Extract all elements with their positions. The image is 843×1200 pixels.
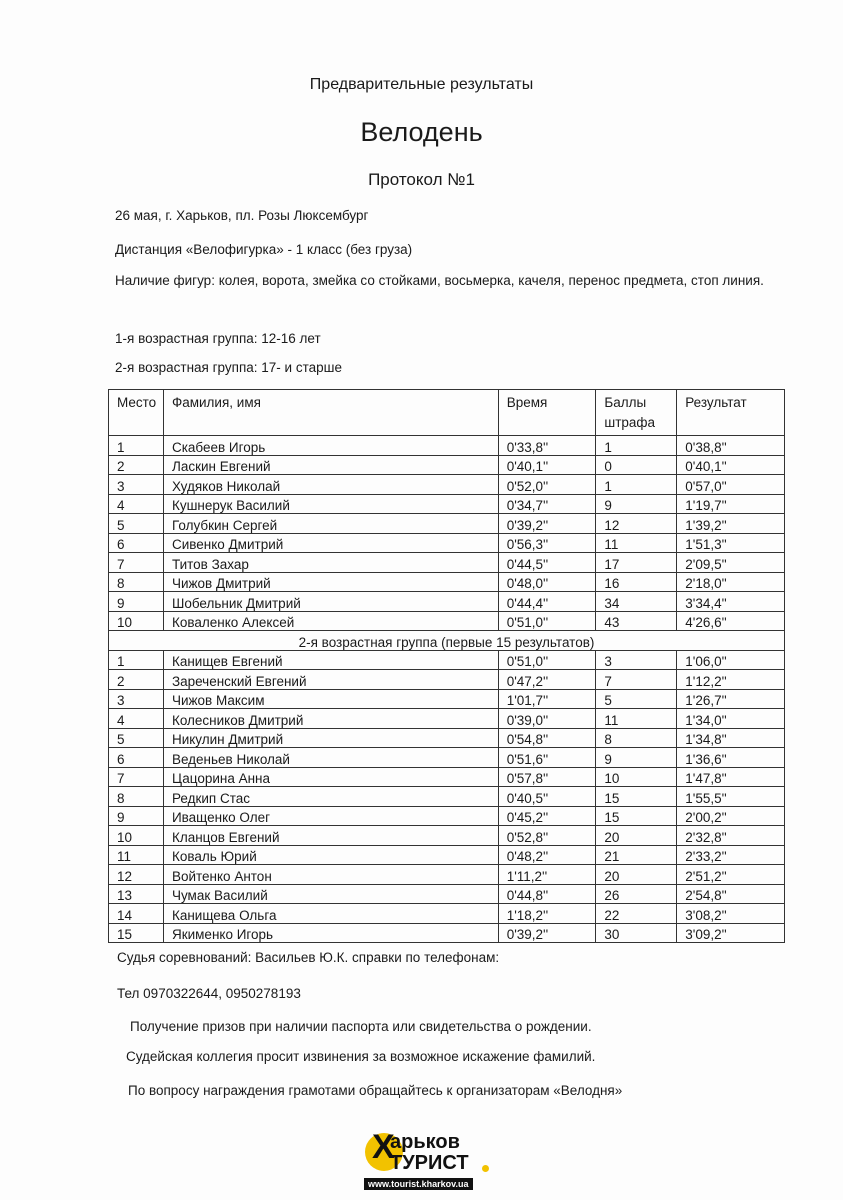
time-cell: 0'45,2''	[498, 806, 596, 826]
penalty-cell: 15	[596, 806, 677, 826]
table-row	[109, 728, 785, 748]
time-cell: 0'51,0''	[498, 611, 596, 631]
age-group-2: 2-я возрастная группа: 17- и старше	[115, 360, 342, 375]
name-cell: Ласкин Евгений	[163, 455, 498, 475]
time-cell: 0'39,0''	[498, 709, 596, 729]
table-row	[109, 689, 785, 709]
name-cell: Редкип Стас	[163, 787, 498, 807]
penalty-cell: 1	[596, 436, 677, 456]
name-cell: Веденьев Николай	[163, 748, 498, 768]
table-row	[109, 767, 785, 787]
certificate-note: По вопросу награждения грамотами обращайтесь к организаторам «Велодня»	[128, 1083, 623, 1098]
prize-note: Получение призов при наличии паспорта или свидетельства о рождении.	[130, 1019, 592, 1034]
table-row	[109, 709, 785, 729]
table-row	[109, 845, 785, 865]
time-cell: 0'56,3''	[498, 533, 596, 553]
column-header-place: Место	[109, 390, 164, 436]
results-table	[108, 389, 785, 943]
result-cell: 1'51,3''	[677, 533, 785, 553]
result-cell: 2'51,2''	[677, 865, 785, 885]
table-row	[109, 787, 785, 807]
place-cell: 5	[109, 728, 164, 748]
place-cell: 9	[109, 592, 164, 612]
column-header-name: Фамилия, имя	[163, 390, 498, 436]
penalty-cell: 1	[596, 475, 677, 495]
judge-info: Судья соревнований: Васильев Ю.К. справки по телефонам:	[117, 950, 500, 965]
place-cell: 14	[109, 904, 164, 924]
penalty-cell: 12	[596, 514, 677, 534]
table-row	[109, 826, 785, 846]
table-row	[109, 650, 785, 670]
result-cell: 1'34,0''	[677, 709, 785, 729]
time-cell: 0'33,8''	[498, 436, 596, 456]
group-2-header: 2-я возрастная группа (первые 15 результатов)	[109, 631, 785, 651]
time-cell: 0'47,2''	[498, 670, 596, 690]
penalty-cell: 17	[596, 553, 677, 573]
time-cell: 0'40,1''	[498, 455, 596, 475]
table-row	[109, 904, 785, 924]
place-cell: 2	[109, 455, 164, 475]
place-cell: 13	[109, 884, 164, 904]
name-cell: Якименко Игорь	[163, 923, 498, 943]
name-cell: Колесников Дмитрий	[163, 709, 498, 729]
table-row	[109, 475, 785, 495]
time-cell: 0'39,2''	[498, 514, 596, 534]
time-cell: 0'51,0''	[498, 650, 596, 670]
result-cell: 1'26,7''	[677, 689, 785, 709]
result-cell: 3'34,4''	[677, 592, 785, 612]
place-cell: 8	[109, 572, 164, 592]
penalty-cell: 26	[596, 884, 677, 904]
time-cell: 0'44,4''	[498, 592, 596, 612]
place-cell: 5	[109, 514, 164, 534]
result-cell: 1'36,6''	[677, 748, 785, 768]
name-cell: Коваль Юрий	[163, 845, 498, 865]
penalty-cell: 10	[596, 767, 677, 787]
table-header-row	[109, 390, 785, 436]
table-row	[109, 748, 785, 768]
name-cell: Канищев Евгений	[163, 650, 498, 670]
place-cell: 10	[109, 826, 164, 846]
name-cell: Чижов Максим	[163, 689, 498, 709]
penalty-cell: 5	[596, 689, 677, 709]
name-cell: Худяков Николай	[163, 475, 498, 495]
name-cell: Цацорина Анна	[163, 767, 498, 787]
result-cell: 3'08,2''	[677, 904, 785, 924]
table-row	[109, 865, 785, 885]
result-cell: 1'55,5''	[677, 787, 785, 807]
result-cell: 2'18,0''	[677, 572, 785, 592]
penalty-cell: 3	[596, 650, 677, 670]
time-cell: 0'39,2''	[498, 923, 596, 943]
place-cell: 8	[109, 787, 164, 807]
column-header-time: Время	[498, 390, 596, 436]
table-row	[109, 923, 785, 943]
penalty-cell: 8	[596, 728, 677, 748]
penalty-cell: 30	[596, 923, 677, 943]
page-title: Велодень	[360, 117, 483, 147]
penalty-cell: 7	[596, 670, 677, 690]
result-cell: 2'09,5''	[677, 553, 785, 573]
time-cell: 0'40,5''	[498, 787, 596, 807]
column-header-result: Результат	[677, 390, 785, 436]
result-cell: 1'19,7''	[677, 494, 785, 514]
result-cell: 2'54,8''	[677, 884, 785, 904]
time-cell: 0'54,8''	[498, 728, 596, 748]
place-cell: 9	[109, 806, 164, 826]
time-cell: 0'44,5''	[498, 553, 596, 573]
result-cell: 0'38,8''	[677, 436, 785, 456]
place-cell: 2	[109, 670, 164, 690]
distance: Дистанция «Велофигурка» - 1 класс (без груза)	[115, 242, 413, 257]
kharkov-tourist-logo	[360, 1125, 500, 1195]
result-cell: 1'06,0''	[677, 650, 785, 670]
name-cell: Скабеев Игорь	[163, 436, 498, 456]
table-row	[109, 592, 785, 612]
time-cell: 1'01,7''	[498, 689, 596, 709]
place-cell: 7	[109, 553, 164, 573]
place-cell: 6	[109, 748, 164, 768]
name-cell: Никулин Дмитрий	[163, 728, 498, 748]
phone-numbers: Тел 0970322644, 0950278193	[117, 986, 301, 1001]
name-cell: Шобельник Дмитрий	[163, 592, 498, 612]
place-cell: 4	[109, 494, 164, 514]
name-cell: Иващенко Олег	[163, 806, 498, 826]
result-cell: 0'40,1''	[677, 455, 785, 475]
place-cell: 1	[109, 436, 164, 456]
time-cell: 0'48,2''	[498, 845, 596, 865]
penalty-cell: 11	[596, 533, 677, 553]
table-row	[109, 494, 785, 514]
result-cell: 2'32,8''	[677, 826, 785, 846]
table-row	[109, 436, 785, 456]
place-cell: 3	[109, 475, 164, 495]
table-row	[109, 533, 785, 553]
result-cell: 1'39,2''	[677, 514, 785, 534]
penalty-cell: 16	[596, 572, 677, 592]
place-cell: 7	[109, 767, 164, 787]
name-cell: Коваленко Алексей	[163, 611, 498, 631]
result-cell: 1'12,2''	[677, 670, 785, 690]
penalty-cell: 21	[596, 845, 677, 865]
time-cell: 0'57,8''	[498, 767, 596, 787]
penalty-cell: 43	[596, 611, 677, 631]
penalty-cell: 20	[596, 865, 677, 885]
time-cell: 0'44,8''	[498, 884, 596, 904]
group-2-header-row	[109, 631, 785, 651]
result-cell: 2'00,2''	[677, 806, 785, 826]
age-group-1: 1-я возрастная группа: 12-16 лет	[115, 331, 321, 346]
name-cell: Войтенко Антон	[163, 865, 498, 885]
time-cell: 0'52,8''	[498, 826, 596, 846]
place-cell: 15	[109, 923, 164, 943]
column-header-penalty: Баллы штрафа	[596, 390, 677, 436]
group-2-results	[109, 650, 785, 943]
place-cell: 11	[109, 845, 164, 865]
result-cell: 3'09,2''	[677, 923, 785, 943]
name-cell: Кушнерук Василий	[163, 494, 498, 514]
name-cell: Канищева Ольга	[163, 904, 498, 924]
penalty-cell: 22	[596, 904, 677, 924]
result-cell: 4'26,6''	[677, 611, 785, 631]
result-cell: 1'34,8''	[677, 728, 785, 748]
time-cell: 0'34,7''	[498, 494, 596, 514]
figures-list: Наличие фигур: колея, ворота, змейка со стойками, восьмерка, качеля, перенос предмета, стоп линия.	[115, 273, 764, 288]
penalty-cell: 11	[596, 709, 677, 729]
raised-arms-person-icon: Х	[372, 1128, 395, 1166]
penalty-cell: 34	[596, 592, 677, 612]
name-cell: Кланцов Евгений	[163, 826, 498, 846]
logo-url: www.tourist.kharkov.ua	[364, 1178, 473, 1190]
date-place: 26 мая, г. Харьков, пл. Розы Люксембург	[115, 208, 369, 223]
place-cell: 4	[109, 709, 164, 729]
penalty-cell: 15	[596, 787, 677, 807]
time-cell: 0'52,0''	[498, 475, 596, 495]
result-cell: 2'33,2''	[677, 845, 785, 865]
place-cell: 6	[109, 533, 164, 553]
name-cell: Зареченский Евгений	[163, 670, 498, 690]
pre-title: Предварительные результаты	[309, 76, 534, 93]
table-row	[109, 670, 785, 690]
name-cell: Сивенко Дмитрий	[163, 533, 498, 553]
time-cell: 0'51,6''	[498, 748, 596, 768]
time-cell: 1'11,2''	[498, 865, 596, 885]
name-cell: Чумак Василий	[163, 884, 498, 904]
time-cell: 1'18,2''	[498, 904, 596, 924]
table-row	[109, 514, 785, 534]
place-cell: 12	[109, 865, 164, 885]
place-cell: 1	[109, 650, 164, 670]
result-cell: 0'57,0''	[677, 475, 785, 495]
table-row	[109, 884, 785, 904]
logo-word-kharkov: арьков	[390, 1131, 460, 1153]
protocol-number: Протокол №1	[368, 170, 475, 189]
table-row	[109, 553, 785, 573]
logo-word-tourist: ТУРИСТ	[390, 1152, 469, 1174]
result-cell: 1'47,8''	[677, 767, 785, 787]
time-cell: 0'48,0''	[498, 572, 596, 592]
table-row	[109, 572, 785, 592]
place-cell: 3	[109, 689, 164, 709]
penalty-cell: 9	[596, 748, 677, 768]
logo-dot-icon	[482, 1165, 489, 1172]
penalty-cell: 0	[596, 455, 677, 475]
group-1-results	[109, 436, 785, 631]
place-cell: 10	[109, 611, 164, 631]
name-cell: Чижов Дмитрий	[163, 572, 498, 592]
penalty-cell: 9	[596, 494, 677, 514]
table-row	[109, 455, 785, 475]
name-cell: Титов Захар	[163, 553, 498, 573]
table-row	[109, 806, 785, 826]
apology-note: Судейская коллегия просит извинения за возможное искажение фамилий.	[126, 1049, 596, 1064]
penalty-cell: 20	[596, 826, 677, 846]
table-row	[109, 611, 785, 631]
name-cell: Голубкин Сергей	[163, 514, 498, 534]
